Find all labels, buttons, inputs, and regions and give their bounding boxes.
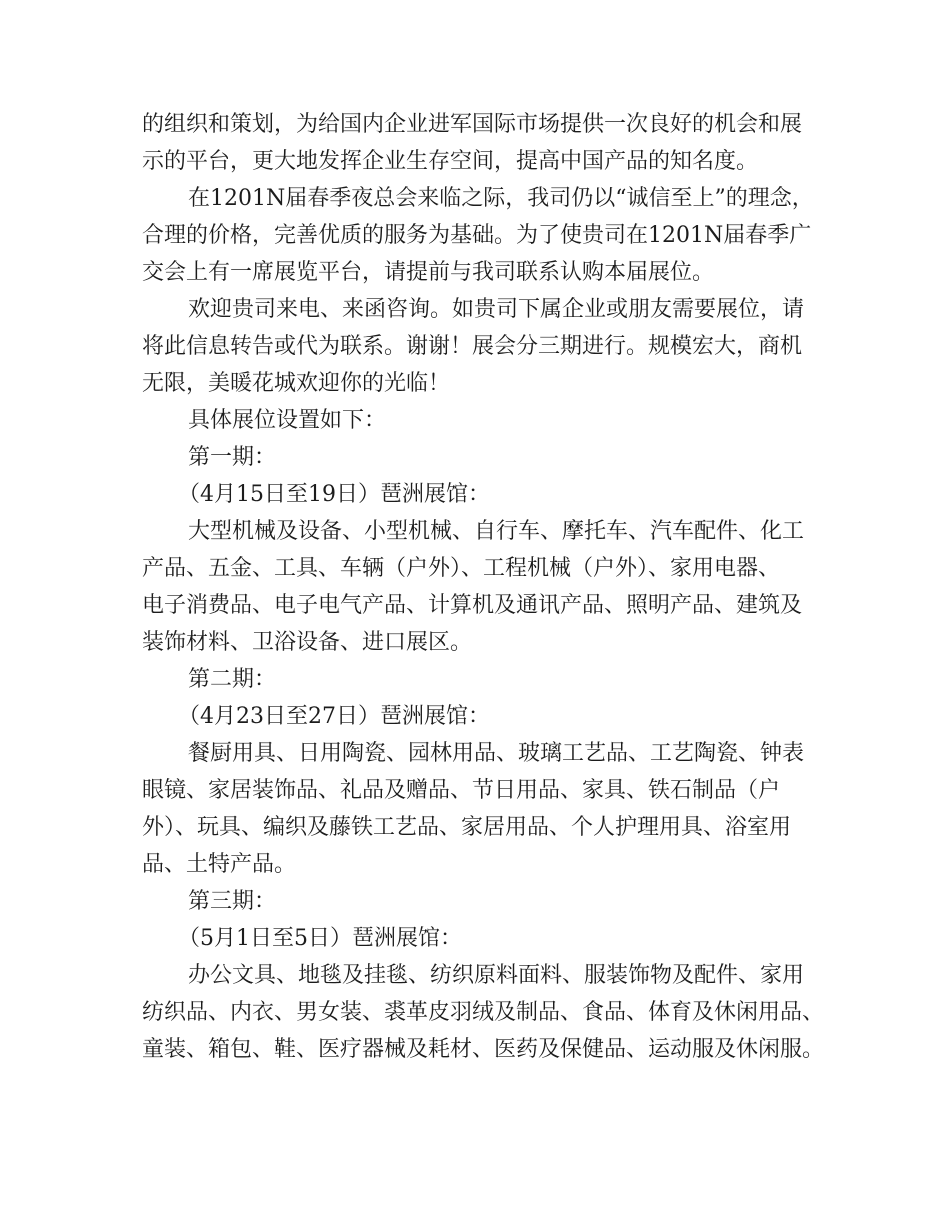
text-line: 合理的价格，完善优质的服务为基础。为了使贵司在1201N届春季广 [142, 223, 812, 248]
text-line: 无限，美暖花城欢迎你的光临！ [142, 371, 451, 396]
text-line: 办公文具、地毯及挂毯、纺织原料面料、服装饰物及配件、家用 [188, 963, 805, 988]
phase-date: （4月15日至19日）琶洲展馆： [178, 482, 490, 507]
text-line: 在1201N届春季夜总会来临之际，我司仍以“诚信至上”的理念， [188, 186, 814, 211]
phase-heading: 第三期： [188, 889, 277, 914]
text-line: 大型机械及设备、小型机械、自行车、摩托车、汽车配件、化工 [188, 519, 805, 544]
section-intro: 具体展位设置如下： [188, 408, 387, 433]
text-line: 餐厨用具、日用陶瓷、园林用品、玻璃工艺品、工艺陶瓷、钟表 [188, 741, 805, 766]
text-line: 童装、箱包、鞋、医疗器械及耗材、医药及保健品、运动服及休闲服。 [142, 1037, 825, 1062]
text-line: 示的平台，更大地发挥企业生存空间，提高中国产品的知名度。 [142, 149, 759, 174]
text-line: 眼镜、家居装饰品、礼品及赠品、节日用品、家具、铁石制品（户 [142, 778, 781, 803]
text-line: 的组织和策划，为给国内企业进军国际市场提供一次良好的机会和展 [142, 112, 803, 137]
text-line: 交会上有一席展览平台，请提前与我司联系认购本届展位。 [142, 260, 715, 285]
text-line: 电子消费品、电子电气产品、计算机及通讯产品、照明产品、建筑及 [142, 593, 803, 618]
phase-heading: 第一期： [188, 445, 277, 470]
text-line: 外）、玩具、编织及藤铁工艺品、家居用品、个人护理用具、浴室用 [142, 815, 792, 840]
text-line: 产品、五金、工具、车辆（户外）、工程机械（户外）、家用电器、 [142, 556, 781, 581]
text-line: 将此信息转告或代为联系。谢谢！展会分三期进行。规模宏大，商机 [142, 334, 803, 359]
text-line: 欢迎贵司来电、来函咨询。如贵司下属企业或朋友需要展位，请 [188, 297, 805, 322]
phase-date: （5月1日至5日）琶洲展馆： [178, 926, 462, 951]
document-body [142, 106, 825, 1068]
text-line: 品、土特产品。 [142, 852, 297, 877]
phase-date: （4月23日至27日）琶洲展馆： [178, 704, 490, 729]
text-line: 装饰材料、卫浴设备、进口展区。 [142, 630, 473, 655]
phase-heading: 第二期： [188, 667, 277, 692]
text-line: 纺织品、内衣、男女装、裘革皮羽绒及制品、食品、体育及休闲用品、 [142, 1000, 825, 1025]
